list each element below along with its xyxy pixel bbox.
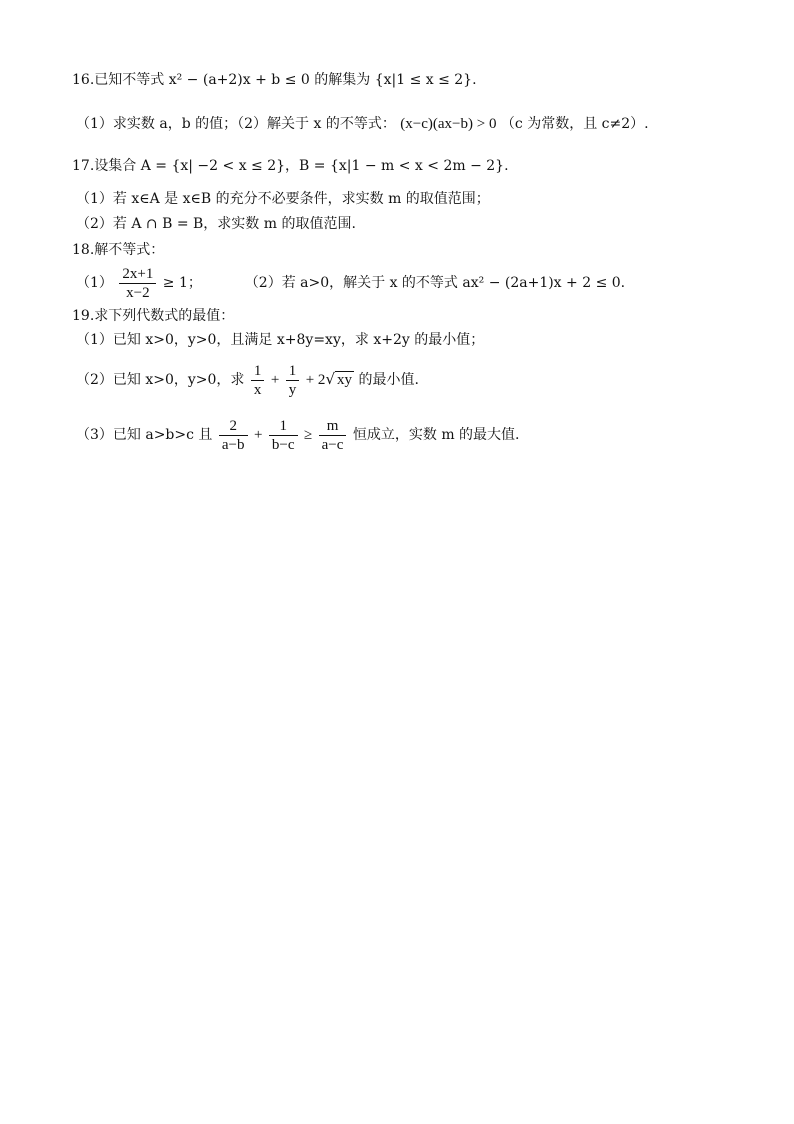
q19-p3-f2-denominator: b−c	[271, 436, 295, 453]
question-17-title: 17.设集合 A = {x| −2 < x ≤ 2}，B = {x|1 − m < x < 2m − 2}.	[72, 158, 509, 174]
q19-fraction-m-over-a-c	[319, 417, 347, 454]
q18-part2-text: （2）若 a>0，解关于 x 的不等式 ax² − (2a+1)x + 2 ≤ 0.	[244, 275, 626, 291]
q16-part-text: （1）求实数 a，b 的值；（2）解关于 x 的不等式：	[76, 116, 396, 132]
question-16-parts	[76, 114, 649, 134]
q19-p3-f3-numerator: m	[319, 417, 347, 436]
q19-p3-f1-denominator: a−b	[221, 436, 245, 453]
q19-p3-f1-numerator: 2	[219, 417, 248, 436]
q19-fraction-2-over-a-b	[219, 417, 248, 454]
question-17-part-1: （1）若 x∈A 是 x∈B 的充分不必要条件，求实数 m 的取值范围；	[76, 191, 490, 207]
q18-fraction	[119, 265, 156, 302]
q18-fraction-denominator: x−2	[126, 284, 150, 301]
question-19-title: 19.求下列代数式的最值：	[72, 308, 235, 324]
q19-plus-two: + 2	[305, 372, 326, 388]
q19-part3-prefix: （3）已知 a>b>c 且	[76, 427, 213, 443]
sqrt-icon: √	[325, 370, 335, 388]
q19-p3-f2-numerator: 1	[269, 417, 298, 436]
question-18-parts	[76, 264, 625, 302]
q19-plus: +	[270, 372, 280, 388]
q19-p3-plus: +	[253, 427, 263, 443]
question-19-part-3	[76, 416, 520, 454]
question-19-part-1: （1）已知 x>0，y>0，且满足 x+8y=xy，求 x+2y 的最小值；	[76, 332, 485, 348]
q19-fraction-1-over-b-c	[269, 417, 298, 454]
q16-inequality: (x−c)(ax−b) > 0	[400, 116, 497, 132]
q18-fraction-numerator: 2x+1	[119, 265, 156, 284]
question-16-title: 16.已知不等式 x² − (a+2)x + b ≤ 0 的解集为 {x|1 ≤ x ≤ 2}.	[72, 72, 477, 88]
q19-part3-suffix: 恒成立，实数 m 的最大值.	[352, 427, 520, 443]
q19-radicand: xy	[337, 372, 352, 388]
question-19-part-2	[76, 360, 419, 399]
q19-p3-f3-denominator: a−c	[321, 436, 344, 453]
q19-f1-numerator: 1	[251, 362, 265, 381]
q19-part2-prefix: （2）已知 x>0，y>0，求	[76, 372, 245, 388]
q18-part1-relation: ≥ 1；	[162, 275, 202, 291]
q19-f1-denominator: x	[253, 381, 262, 398]
q19-part2-suffix: 的最小值.	[358, 372, 419, 388]
q19-f2-denominator: y	[288, 381, 297, 398]
q19-fraction-1-over-x	[251, 362, 265, 399]
question-18-title: 18.解不等式：	[72, 242, 165, 258]
question-17-part-2: （2）若 A ∩ B = B，求实数 m 的取值范围.	[76, 216, 356, 232]
q18-part1-label: （1）	[76, 275, 113, 291]
q19-p3-relation: ≥	[303, 427, 313, 443]
q16-part-suffix: （c 为常数，且 c≠2）.	[500, 116, 649, 132]
q19-fraction-1-over-y	[286, 362, 300, 399]
q19-f2-numerator: 1	[286, 362, 300, 381]
